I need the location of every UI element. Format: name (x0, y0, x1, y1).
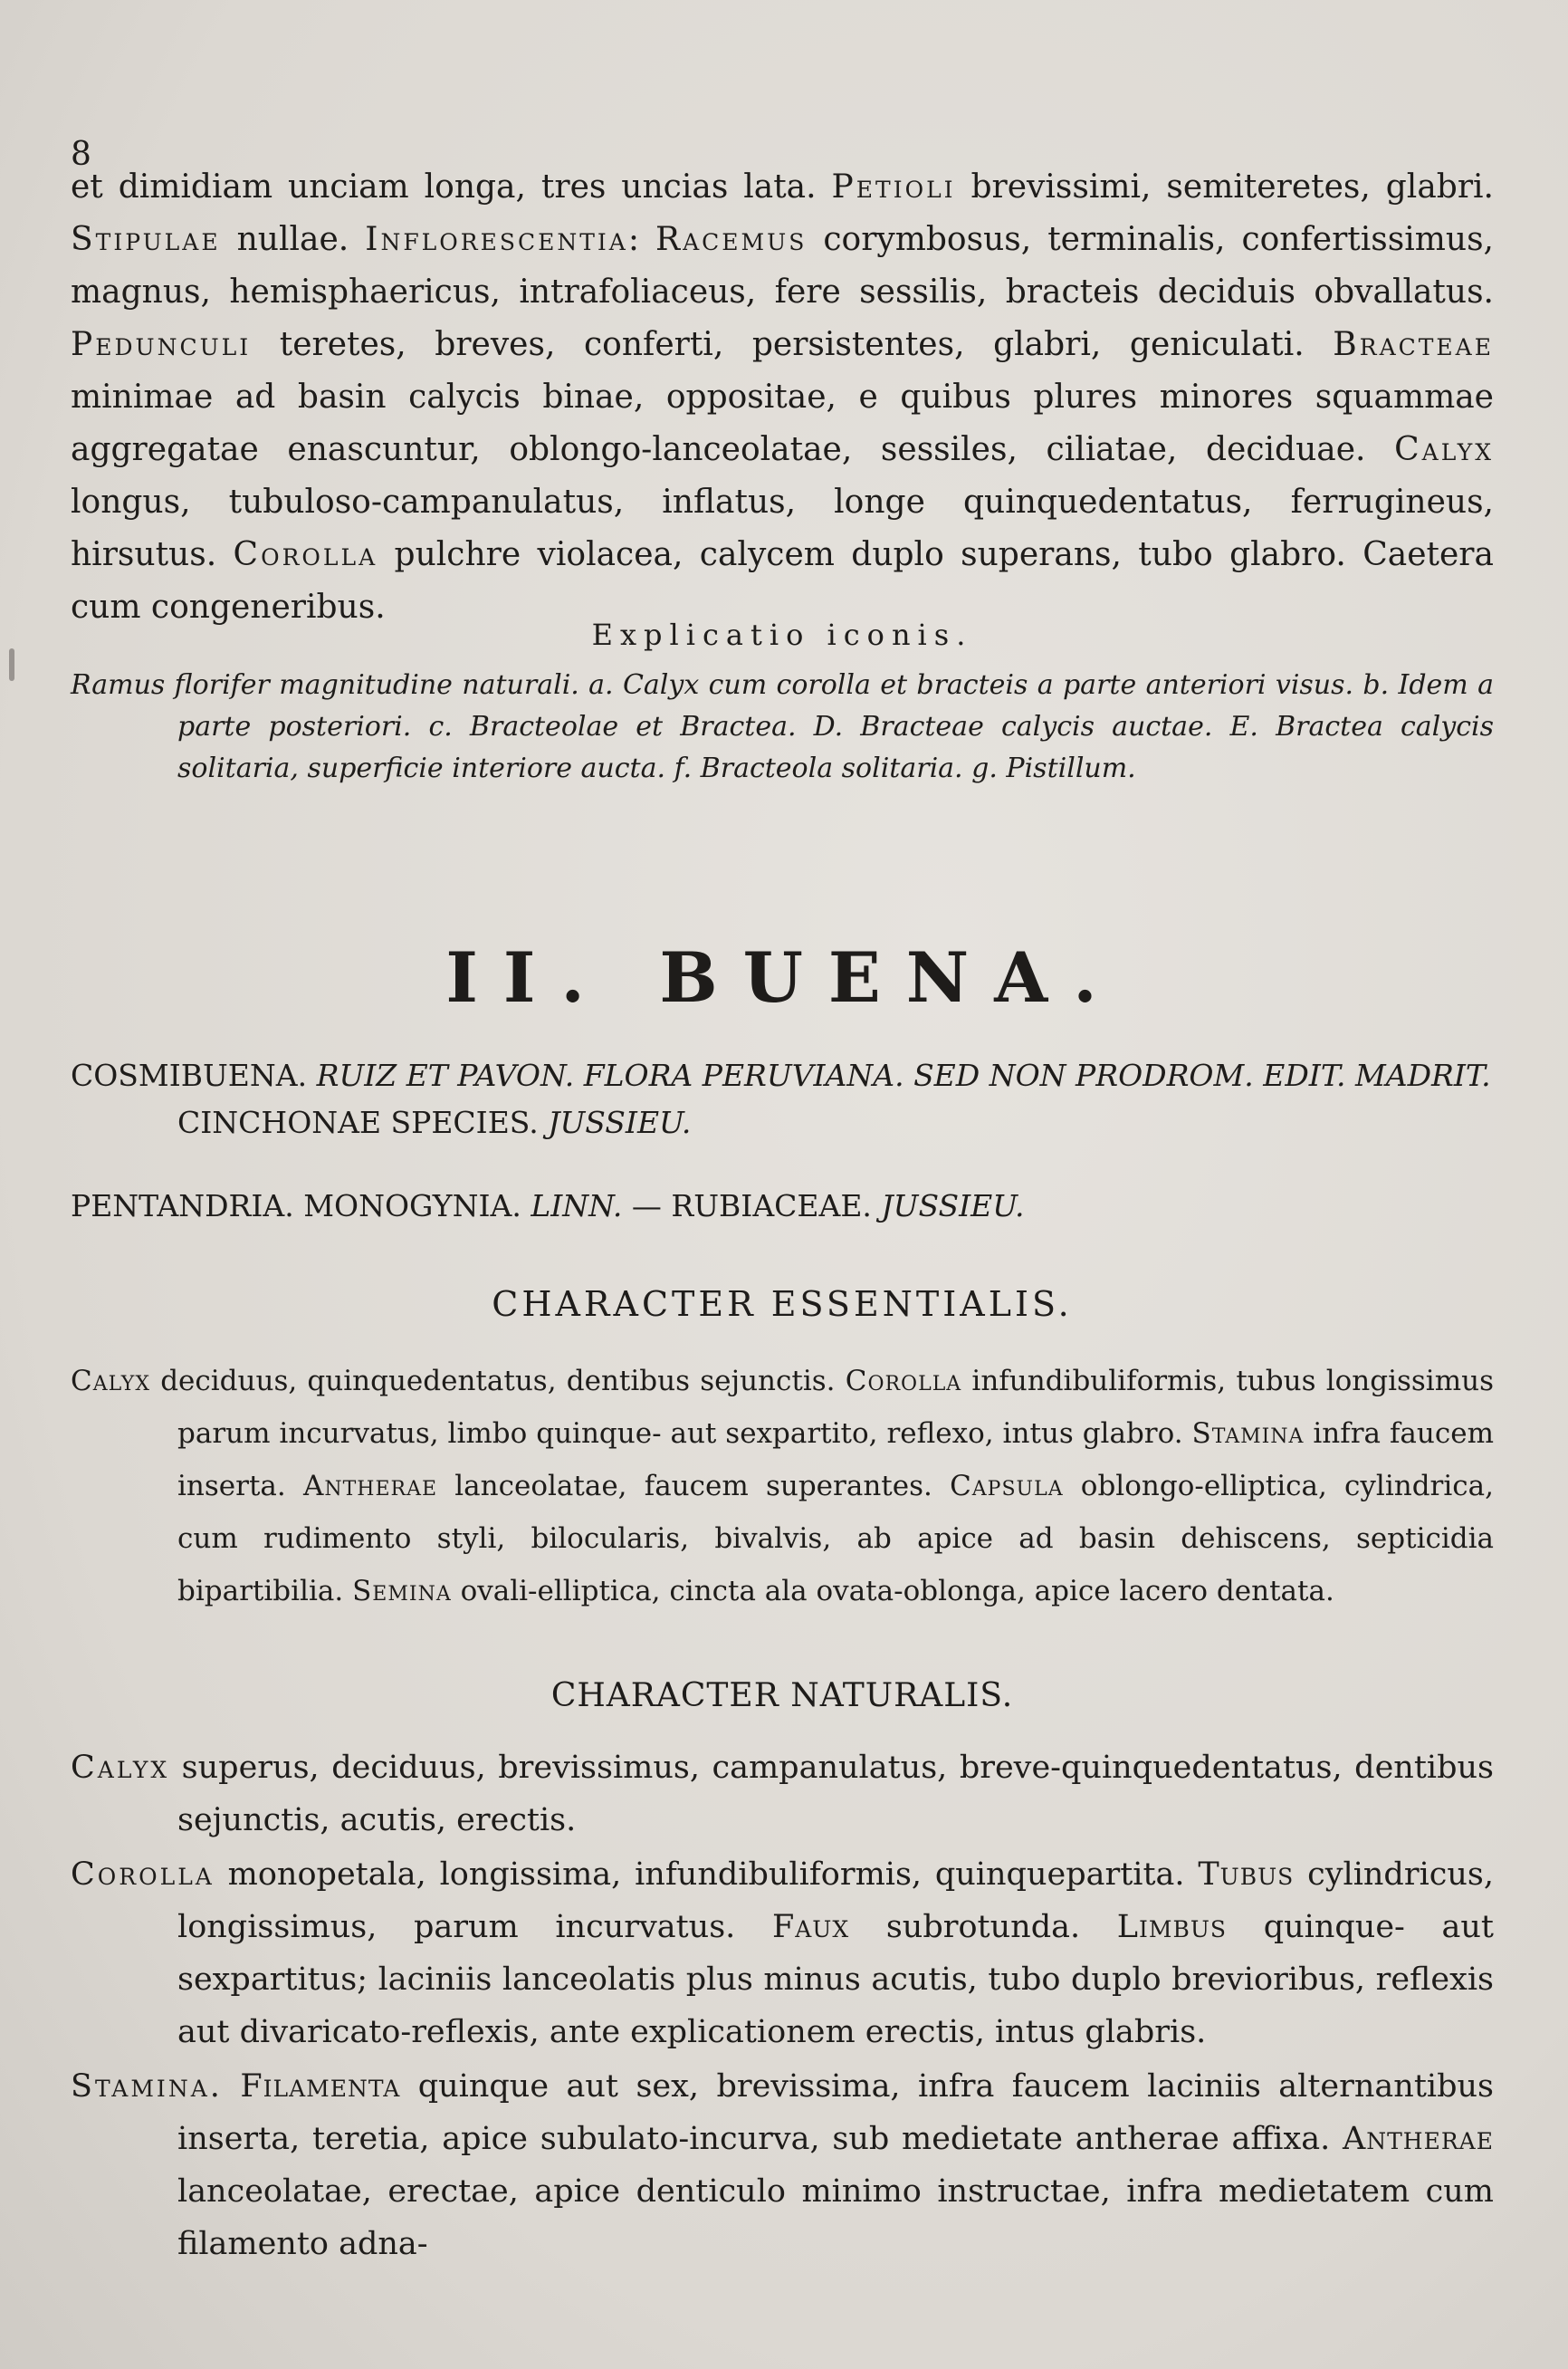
continued-description (71, 161, 1494, 634)
explicatio-section (71, 618, 1494, 790)
corolla-paragraph: Corolla monopetala, longissima, infundibuliformis, quinquepartita. Tubus cylindricus, longissimus, parum incurvatus. Faux subrotunda. Limbus quinque- aut sexpartitus; laciniis lanceolatis plus minus acutis, tubo duplo brevioribus, reflexis aut divaricato-reflexis, ante explicationem erectis, intus glabris. (71, 1856, 1494, 2050)
page-number: 8 (71, 136, 91, 173)
character-essentialis-text: Calyx deciduus, quinquedentatus, dentibus sejunctis. Corolla infundibuliformis, tubus longissimus parum incurvatus, limbo quinque- aut sexpartito, reflexo, intus glabro. Stamina infra faucem inserta. Antherae lanceolatae, faucem superantes. Capsula oblongo-elliptica, cylindrica, cum rudimento styli, bilocularis, bivalvis, ab apice ad basin dehiscens, septicidia bipartibilia. Semina ovali-elliptica, cincta ala ovata-oblonga, apice lacero dentata. (71, 1365, 1494, 1607)
binding-mark (9, 648, 14, 681)
character-naturalis-text (71, 1741, 1494, 2270)
stamina-paragraph: Stamina. Filamenta quinque aut sex, brevissima, infra faucem laciniis alternantibus inserta, teretia, apice subulato-incurva, sub medietate antherae affixa. Antherae lanceolatae, erectae, apice denticulo minimo instructae, infra medietatem cum filamento adna- (71, 2068, 1494, 2262)
character-naturalis-heading: CHARACTER NATURALIS. (550, 1677, 1014, 1714)
character-naturalis (71, 1677, 1494, 2272)
calyx-paragraph: Calyx superus, deciduus, brevissimus, campanulatus, breve-quinquedentatus, dentibus sejunctis, acutis, erectis. (71, 1750, 1494, 1838)
character-essentialis (71, 1284, 1494, 1617)
synonym-line-2: CINCHONAE SPECIES. JUSSIEU. (177, 1105, 692, 1140)
synonym-line-1: COSMIBUENA. RUIZ ET PAVON. FLORA PERUVIANA. SED NON PRODROM. EDIT. MADRIT. (71, 1058, 1491, 1093)
classification-line: PENTANDRIA. MONOGYNIA. LINN. — RUBIACEAE. JUSSIEU. (71, 1188, 1025, 1223)
explicatio-text: Ramus florifer magnitudine naturali. a. Calyx cum corolla et bracteis a parte anteriori visus. b. Idem a parte posteriori. c. Bracteolae et Bractea. D. Bracteae calycis auctae. E. Bractea calycis solitaria, superficie interiore aucta. f. Bracteola solitaria. g. Pistillum. (71, 669, 1494, 784)
description-text: et dimidiam unciam longa, tres uncias lata. Petioli brevissimi, semiteretes, glabri. Stipulae nullae. Inflorescentia: Racemus corymbosus, terminalis, confertissimus, magnus, hemisphaericus, intrafoliaceus, fere sessilis, bracteis deciduis obvallatus. Pedunculi teretes, breves, conferti, persistentes, glabri, geniculati. Bracteae minimae ad basin calycis binae, oppositae, e quibus plures minores squammae aggregatae enascuntur, oblongo-lanceolatae, sessiles, ciliatae, deciduae. Calyx longus, tubuloso-campanulatus, inflatus, longe quinquedentatus, ferrugineus, hirsutus. Corolla pulchre violacea, calycem duplo superans, tubo glabro. Caetera cum congeneribus. (71, 168, 1494, 626)
character-essentialis-heading: CHARACTER ESSENTIALIS. (492, 1284, 1073, 1324)
genus-title: II. BUENA. (445, 937, 1123, 1018)
explicatio-heading: Explicatio iconis. (591, 618, 973, 652)
synonyms (71, 1052, 1494, 1230)
